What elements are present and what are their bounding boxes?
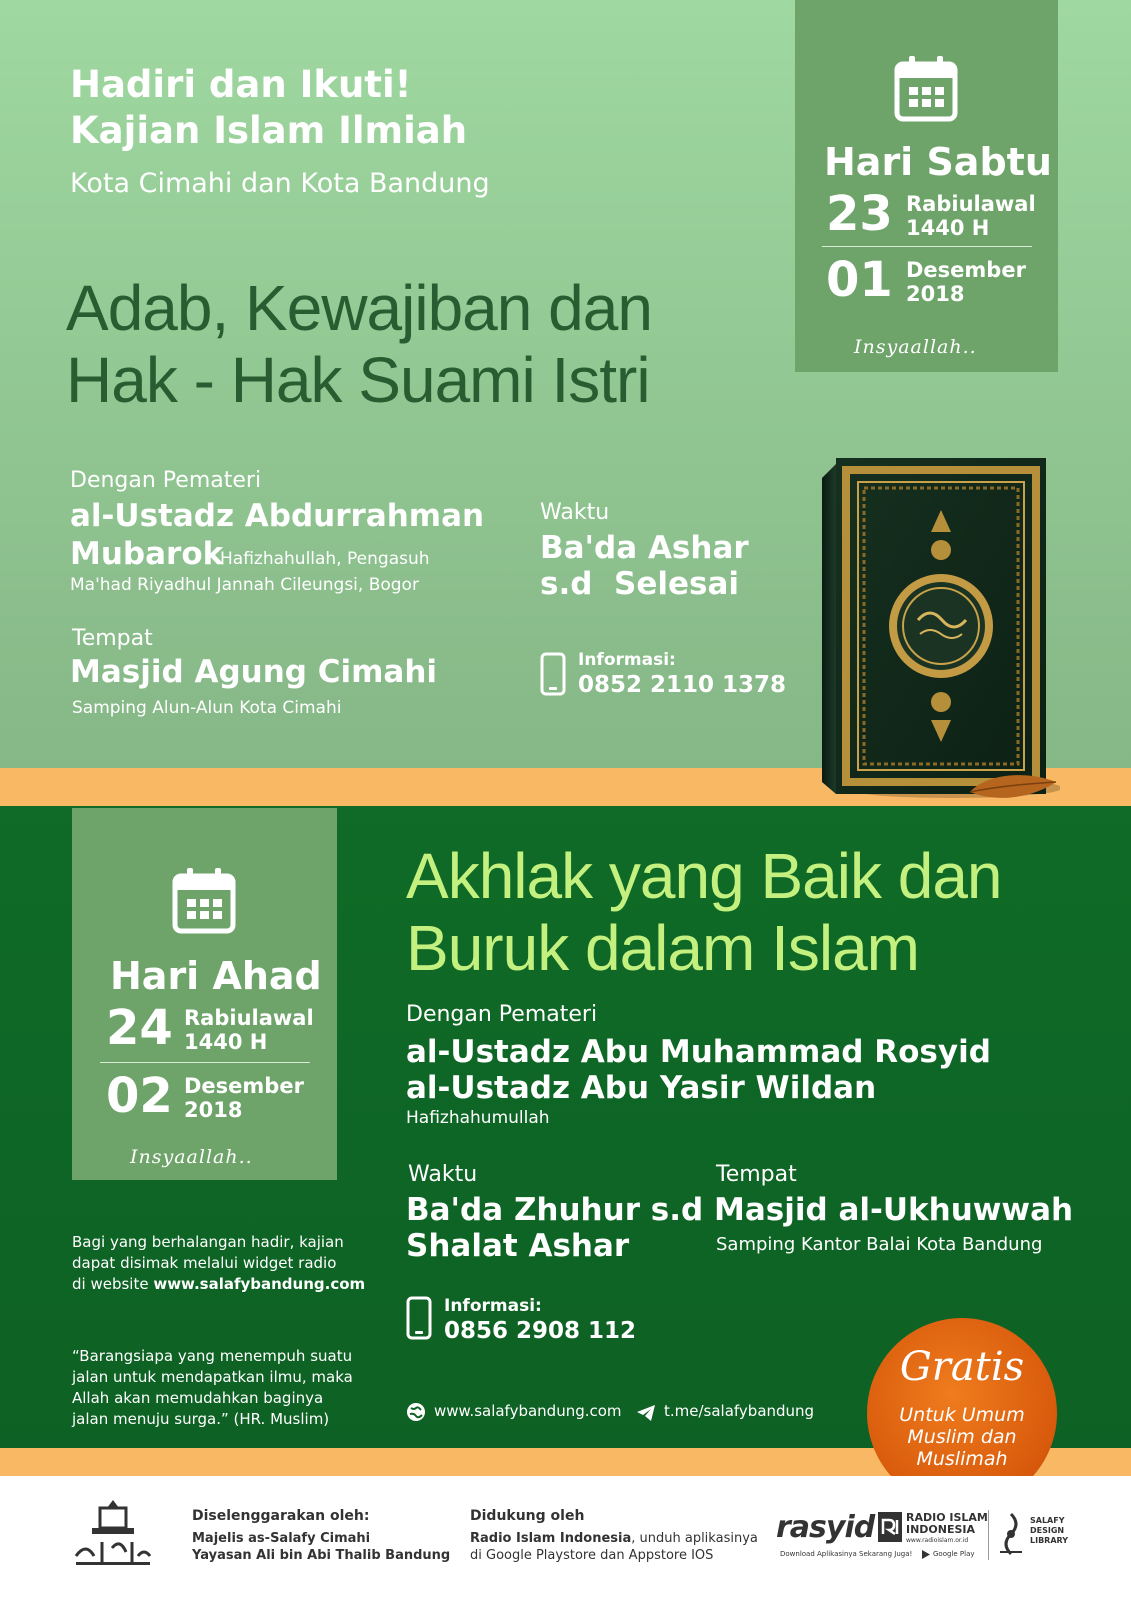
bottom-speaker-label: Dengan Pemateri [406,1002,598,1027]
quran-book-illustration [822,458,1060,800]
sdl-logo-text [1030,1516,1068,1546]
bottom-time-label: Waktu [408,1162,478,1187]
bottom-info-phone: 0856 2908 112 [444,1318,637,1344]
google-play-label: Google Play [933,1550,975,1558]
top-day: Hari Sabtu [824,140,1052,184]
quote-line3: Allah akan memudahkan baginya [72,1389,324,1407]
radio-logo-line2: INDONESIA [906,1523,976,1536]
top-event-title [66,272,652,416]
note-website-link[interactable]: www.salafybandung.com [153,1275,366,1293]
bottom-speaker-name1: al-Ustadz Abu Muhammad Rosyid [406,1034,991,1070]
gratis-word: Gratis [899,1344,1025,1390]
bottom-place-label: Tempat [716,1162,797,1187]
telegram-icon [636,1404,656,1422]
phone-icon [406,1296,432,1340]
top-hijri-day: 23 [826,186,893,242]
top-time-label: Waktu [540,500,610,525]
support-line1-rest: , unduh aplikasinya [631,1531,758,1546]
organizer-logo-icon [72,1498,154,1570]
support-label: Didukung oleh [470,1508,585,1524]
note-line3-pre: di website [72,1275,154,1293]
note-line1: Bagi yang berhalangan hadir, kajian [72,1233,344,1251]
google-play-icon [922,1550,930,1559]
support-line2: di Google Playstore dan Appstore IOS [470,1548,714,1563]
top-greg-day: 01 [826,252,893,308]
radio-widget-note [72,1232,365,1295]
website-link[interactable]: www.salafybandung.com [434,1402,622,1420]
top-heading [70,62,467,154]
bottom-greg-day: 02 [106,1068,173,1124]
organizer-line1: Majelis as-Salafy Cimahi [192,1531,371,1546]
top-time-line1: Ba'da Ashar [540,530,749,566]
top-greg-month: Desember [906,258,1026,282]
bottom-place-name: Masjid al-Ukhuwwah [714,1192,1074,1228]
top-speaker-name2: Mubarok [70,536,224,572]
top-insyaallah: Insyaallah.. [854,336,977,358]
hadith-quote [72,1346,353,1430]
quote-line1: “Barangsiapa yang menempuh suatu [72,1347,353,1365]
organizer-label: Diselenggarakan oleh: [192,1508,370,1524]
note-line3 [72,1274,365,1295]
gratis-line1: Untuk Umum [899,1404,1025,1426]
top-speaker-title2: Ma'had Riyadhul Jannah Cileungsi, Bogor [70,575,419,595]
radio-logo-text [906,1512,988,1536]
quote-line4: jalan menuju surga.” (HR. Muslim) [72,1410,330,1428]
telegram-link[interactable]: t.me/salafybandung [664,1402,815,1420]
gratis-text [867,1404,1057,1470]
top-info-label: Informasi: [578,650,676,670]
calendar-icon [172,868,236,934]
heading-line1: Hadiri dan Ikuti! [70,63,412,106]
sdl-line1: SALAFY [1030,1516,1065,1525]
calendar-icon [894,56,958,122]
bottom-hijri-year: 1440 H [184,1030,268,1054]
sdl-line3: LIBRARY [1030,1536,1069,1545]
bottom-greg-month: Desember [184,1074,304,1098]
top-place-name: Masjid Agung Cimahi [70,654,438,690]
organizer-line2: Yayasan Ali bin Abi Thalib Bandung [192,1548,451,1563]
rasyid-logo: rasyid [776,1510,875,1545]
top-title-line2: Hak - Hak Suami Istri [66,344,650,416]
bottom-title-line2: Buruk dalam Islam [406,912,919,984]
top-date-divider [822,246,1032,247]
top-greg-year: 2018 [906,282,965,306]
bottom-title-line1: Akhlak yang Baik dan [406,840,1002,912]
top-place-label: Tempat [72,626,153,651]
phone-icon [540,652,566,696]
bottom-day: Hari Ahad [110,954,322,998]
bottom-speaker-title: Hafizhahumullah [406,1108,550,1128]
gratis-line3: Muslimah [916,1448,1008,1470]
top-time-line2: s.d Selesai [540,566,740,602]
quote-line2: jalan untuk mendapatkan ilmu, maka [72,1368,353,1386]
leaf-icon [966,770,1060,804]
note-line2: dapat disimak melalui widget radio [72,1254,337,1272]
heading-line2: Kajian Islam Ilmiah [70,109,468,152]
top-hijri-month: Rabiulawal [906,192,1036,216]
radio-logo-line1: RADIO ISLAM [906,1511,988,1524]
rasyid-tagline: Download Aplikasinya Sekarang Juga! [780,1550,913,1558]
bottom-insyaallah: Insyaallah.. [130,1146,253,1168]
bottom-time-line2: Shalat Ashar [406,1228,630,1264]
gratis-line2: Muslim dan [907,1426,1017,1448]
top-speaker-name1: al-Ustadz Abdurrahman [70,498,485,534]
radio-url: www.radioislam.or.id [906,1537,969,1544]
bottom-event-title [406,840,1002,984]
top-hijri-year: 1440 H [906,216,990,240]
radio-islam-logo-icon [878,1512,902,1542]
support-radio-name: Radio Islam Indonesia [470,1531,632,1546]
top-place-desc: Samping Alun-Alun Kota Cimahi [72,698,342,718]
bottom-time-line1: Ba'da Zhuhur s.d [406,1192,704,1228]
footer-divider [988,1510,989,1560]
support-line1 [470,1530,758,1547]
top-title-line1: Adab, Kewajiban dan [66,272,652,344]
salafy-design-library-logo-icon [996,1512,1026,1558]
bottom-place-desc: Samping Kantor Balai Kota Bandung [716,1234,1043,1255]
bottom-hijri-month: Rabiulawal [184,1006,314,1030]
top-info-phone: 0852 2110 1378 [578,672,787,698]
bottom-speaker-name2: al-Ustadz Abu Yasir Wildan [406,1070,877,1106]
top-speaker-label: Dengan Pemateri [70,468,262,493]
bottom-info-label: Informasi: [444,1296,542,1316]
globe-icon [406,1402,426,1422]
bottom-greg-year: 2018 [184,1098,243,1122]
sdl-line2: DESIGN [1030,1526,1065,1535]
top-subheading: Kota Cimahi dan Kota Bandung [70,168,490,199]
bottom-date-divider [100,1062,310,1063]
top-speaker-title: Hafizhahullah, Pengasuh [220,549,430,569]
bottom-hijri-day: 24 [106,1000,173,1056]
